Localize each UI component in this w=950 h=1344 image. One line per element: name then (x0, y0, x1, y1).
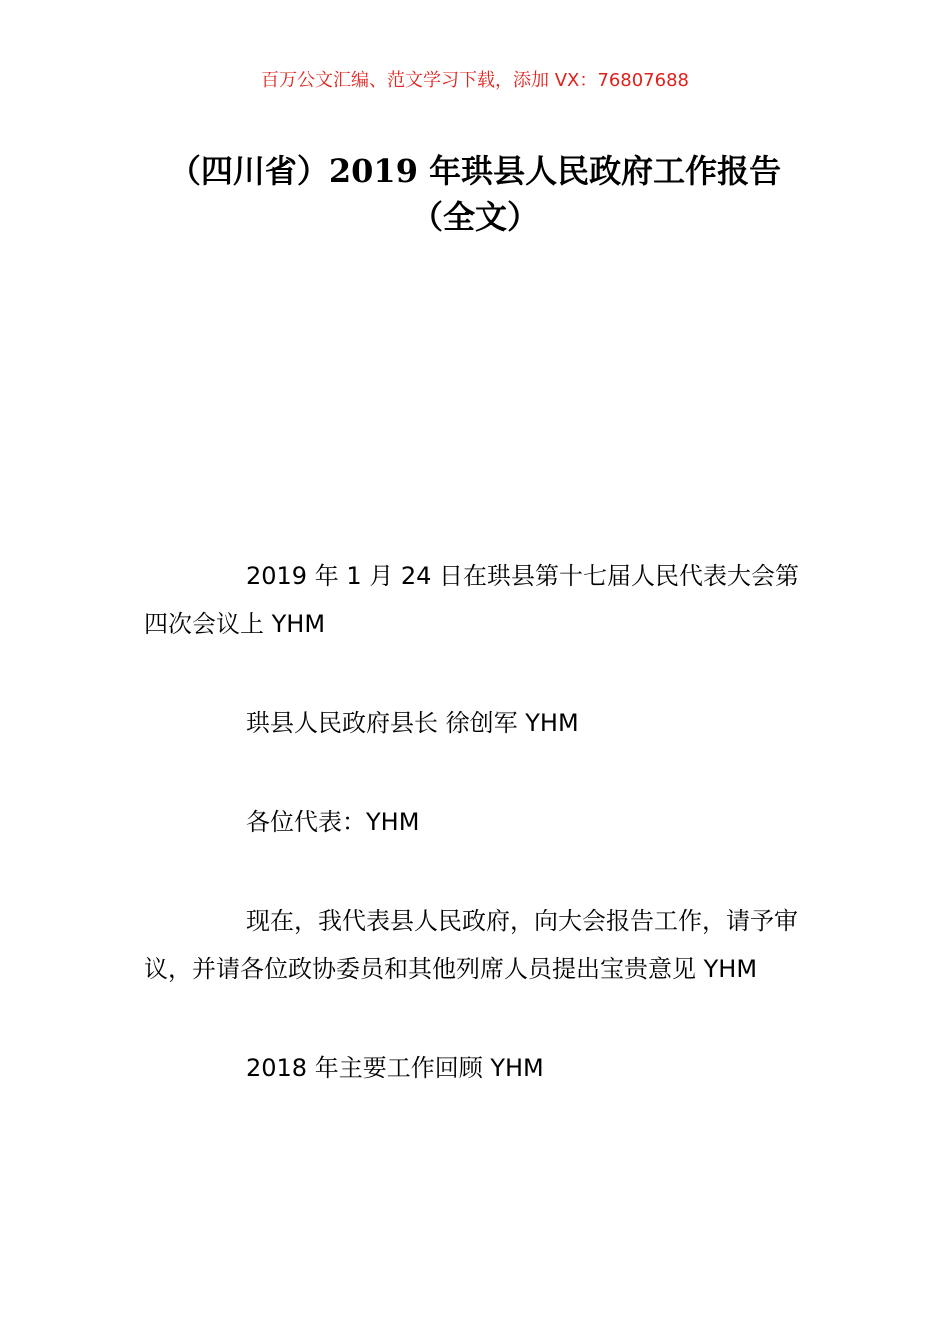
session-line: 2019 年 1 月 24 日在珙县第十七届人民代表大会第四次会议上 YHM (144, 562, 800, 638)
intro-paragraph: 现在，我代表县人民政府，向大会报告工作，请予审议，并请各位政协委员和其他列席人员提出宝贵意见 YHM (144, 907, 798, 983)
header-note: 百万公文汇编、范文学习下载，添加 VX：76807688 (261, 70, 689, 91)
salutation: 各位代表：YHM (246, 808, 420, 836)
section-heading: 2018 年主要工作回顾 YHM (246, 1054, 544, 1082)
document-body (144, 552, 808, 1092)
document-title: （四川省）2019 年珙县人民政府工作报告（全文） (168, 152, 782, 236)
speaker-line: 珙县人民政府县长 徐创军 YHM (246, 709, 579, 737)
